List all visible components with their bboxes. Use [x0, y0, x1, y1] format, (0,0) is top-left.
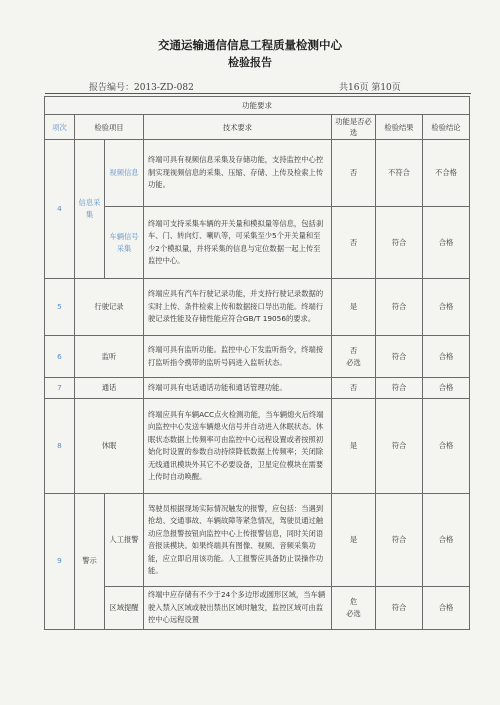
row-result: 符合	[376, 336, 423, 378]
row-requirement: 终端可具有电话通话功能和通话管理功能。	[144, 378, 332, 399]
table-row	[45, 494, 470, 587]
org-name: 交通运输通信信息工程质量检测中心	[158, 38, 342, 52]
page-counter: 共16页 第10页	[339, 83, 401, 93]
row-seq: 4	[45, 140, 75, 279]
section-title: 功能要求	[45, 97, 470, 115]
row-group: 信息采集	[75, 140, 105, 279]
table-row	[45, 140, 470, 207]
row-group: 警示	[75, 494, 105, 630]
row-conclusion: 合格	[423, 494, 470, 587]
row-conclusion: 合格	[423, 399, 470, 494]
col-item: 检验项目	[75, 115, 144, 140]
table-row	[45, 378, 470, 399]
table-row	[45, 587, 470, 630]
row-seq: 8	[45, 399, 75, 494]
col-conclusion: 检验结论	[423, 115, 470, 140]
table-row	[45, 279, 470, 336]
row-result: 符合	[376, 399, 423, 494]
row-subitem: 车辆信号采集	[105, 207, 144, 279]
row-requirement: 终端可具有视频信息采集及存储功能，支持监控中心控制实现视频信息的采集、压缩、存储、上传及检索上传功能。	[144, 140, 332, 207]
column-header-row	[45, 115, 470, 140]
row-requirement: 驾驶员根据现场实际情况触发的报警，应包括：当遇到抢劫、交通事故、车辆故障等紧急情况，驾驶员通过触动应急报警按钮向监控中心上传报警信息，同时关闭语音报读模块。如果终端具有图像、视频、音频采集功能，应立即启用该功能。人工报警应具备防止误操作功能。	[144, 494, 332, 587]
col-must: 功能是否必选	[332, 115, 376, 140]
row-conclusion: 合格	[423, 587, 470, 630]
row-item: 行驶记录	[75, 279, 144, 336]
row-result: 符合	[376, 207, 423, 279]
row-conclusion: 合格	[423, 336, 470, 378]
row-result: 符合	[376, 587, 423, 630]
inspection-table	[44, 96, 470, 630]
col-seq: 项次	[45, 115, 75, 140]
row-must: 否	[332, 378, 376, 399]
row-subitem: 视频信息	[105, 140, 144, 207]
row-result: 不符合	[376, 140, 423, 207]
row-subitem: 人工报警	[105, 494, 144, 587]
row-seq: 9	[45, 494, 75, 630]
row-requirement: 终端中应存储有不少于24个多边形或圆形区域，当车辆驶入禁入区域或驶出禁出区域时触发，监控区域可由监控中心远程设置	[144, 587, 332, 630]
row-conclusion: 合格	[423, 279, 470, 336]
col-tech: 技术要求	[144, 115, 332, 140]
row-must: 否	[332, 140, 376, 207]
header-rule	[45, 93, 471, 94]
row-seq: 6	[45, 336, 75, 378]
row-must: 否	[332, 207, 376, 279]
row-requirement: 终端应具有汽车行驶记录功能，并支持行驶记录数据的实时上传、条件检索上传和数据接口导出功能。终端行驶记录性能及存储性能应符合GB/T 19056的要求。	[144, 279, 332, 336]
table-row	[45, 207, 470, 279]
row-requirement: 终端可支持采集车辆的开关量和模拟量等信息，包括刹车、门、转向灯、喇叭等，可采集至少5个开关量和至少2个模拟量，并将采集的信息与定位数据一起上传至监控中心。	[144, 207, 332, 279]
row-must: 是	[332, 494, 376, 587]
table-row	[45, 399, 470, 494]
row-requirement: 终端应具有车辆ACC点火检测功能，当车辆熄火后终端向监控中心发送车辆熄火信号并自动进入休眠状态。休眠状态数据上传频率可由监控中心远程设置或者按照初始化时设置的参数自动持续降低数据上传频率；关闭除无线通讯模块外其它不必要设备，卫星定位模块在需要上传时自动唤醒。	[144, 399, 332, 494]
row-subitem: 区域提醒	[105, 587, 144, 630]
row-seq: 7	[45, 378, 75, 399]
row-must: 是	[332, 399, 376, 494]
row-result: 符合	[376, 378, 423, 399]
row-conclusion: 合格	[423, 378, 470, 399]
row-item: 通话	[75, 378, 144, 399]
row-must: 危 必选	[332, 587, 376, 630]
row-conclusion: 不合格	[423, 140, 470, 207]
row-seq: 5	[45, 279, 75, 336]
report-number: 报告编号：2013-ZD-082	[89, 83, 194, 93]
row-result: 符合	[376, 279, 423, 336]
row-item: 监听	[75, 336, 144, 378]
table-row	[45, 336, 470, 378]
row-must: 是	[332, 279, 376, 336]
section-header-row	[45, 97, 470, 115]
row-result: 符合	[376, 494, 423, 587]
row-conclusion: 合格	[423, 207, 470, 279]
col-result: 检验结果	[376, 115, 423, 140]
report-title: 检验报告	[228, 56, 272, 69]
row-must: 否 必选	[332, 336, 376, 378]
row-requirement: 终端可具有监听功能。监控中心下发监听指令，终端接打监听指令携带的监听号码进入监听状态。	[144, 336, 332, 378]
row-item: 休眠	[75, 399, 144, 494]
